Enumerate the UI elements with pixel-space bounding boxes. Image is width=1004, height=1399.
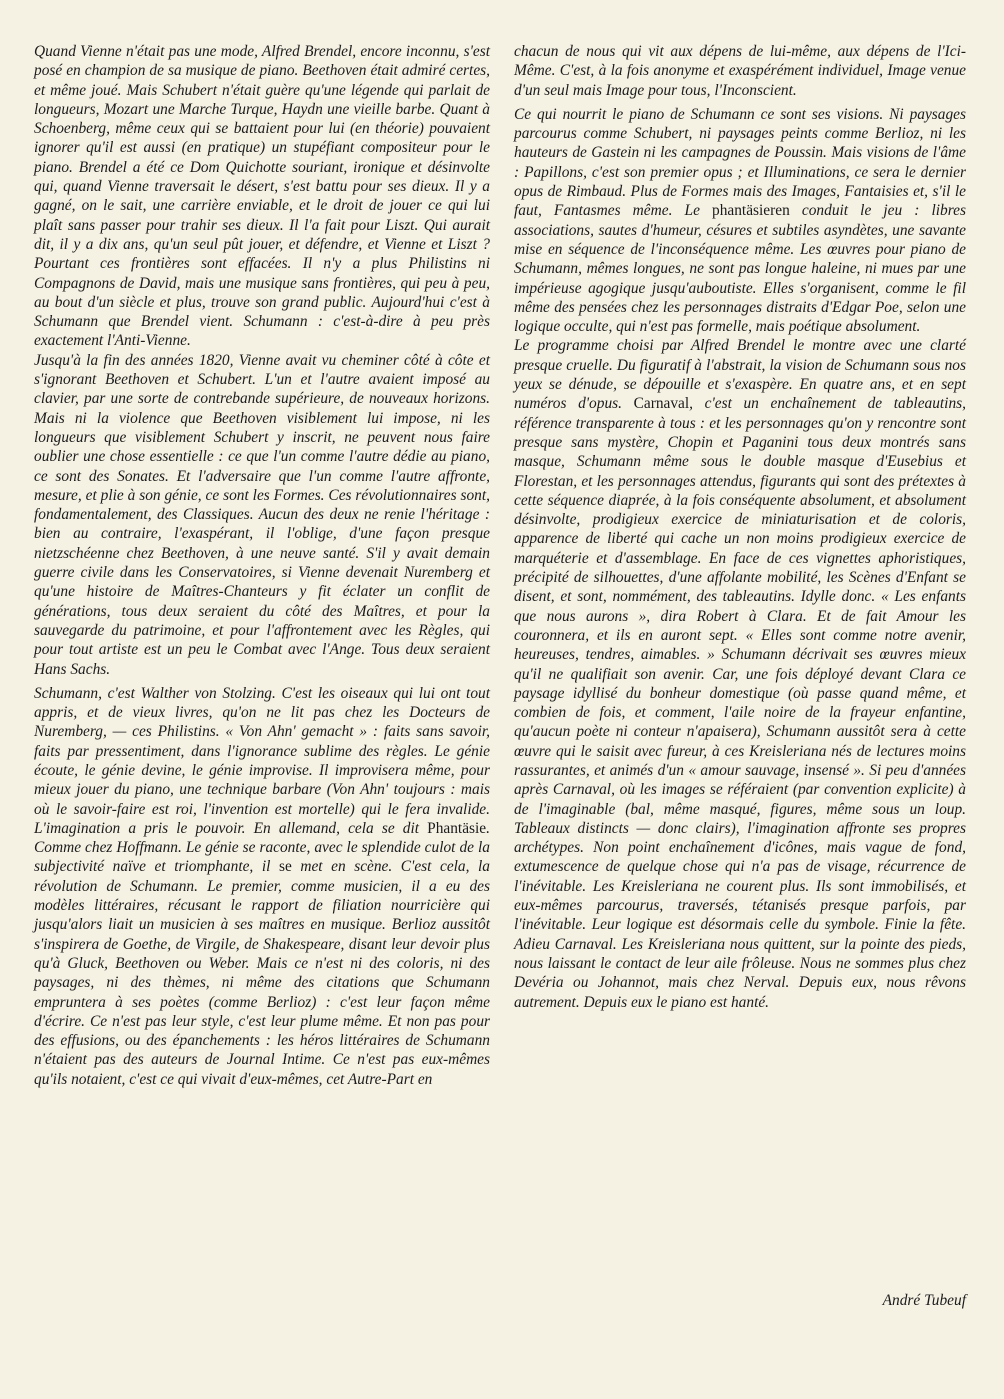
- phantasieren-term: phantäsieren: [712, 202, 790, 220]
- paragraph-text: Le programme choisi par Alfred Brendel le montre avec une clarté presque cruelle. Du figuratif à l'abstrait, la vision de Schumann sous nos yeux se dénude, se dépouille et s'exaspère. En quatre ans, et en sept numéros d'opus.: [514, 337, 966, 413]
- paragraph-text: Ce qui nourrit le piano de Schumann ce sont ses visions. Ni paysages parcourus comme Schubert, ni paysages peints comme Berlioz, ni les hauteurs de Gastein ni les campagnes de Poussin. Mais visions de l'âme : Papillons, c'est son premier opus ; et Illuminations, ce sera le dernier opus de Rimbaud. Plus de Formes mais des Images, Fantaisies et, s'il le faut, Fantasmes même. Le: [514, 105, 966, 220]
- paragraph-programme: [514, 336, 966, 1011]
- paragraph-walther-von-stolzing: [34, 684, 490, 1089]
- carnaval-term: Carnaval: [633, 395, 690, 413]
- paragraph-text: , c'est un enchaînement de tableautins, référence transparente à tous : et les personnages qu'on y rencontre sont presque sans mystère, Chopin et Paganini tous deux montrés sans masque, Schumann même sous le double masque d'Eusebius et Florestan, et les personnages attendus, figurants qui sont des prétextes à cette séquence diaprée, à la fois conséquente absolument, et absolument désinvolte, prodigieux exercice de miniaturisation et de coloris, apparence de liberté qui cache un non moins prodigieux exercice de marquéterie et d'assemblage. En face de ces vignettes aphoristiques, précipité de silhouettes, d'une affolante mobilité, les Scènes d'Enfant se disent, et sont, nommément, des tableautins. Idylle donc. « Les enfants que nous aurons », dira Robert à Clara. Et de fait Amour les couronnera, et ils en auront sept. « Elles sont comme notre avenir, heureuses, tendres, aimables. » Schumann décrivait ses œuvres mieux qu'il ne qualifiait son avenir. Car, une fois déployé devant Clara ce paysage idyllisé du bonheur domestique (où passe quand même, et combien de fois, et comment, l'aile noire de la frayeur enfantine, qu'aucun poète ni conteur n'apaisera), Schumann aussitôt sera à cette œuvre qui le saisit avec fureur, à ces Kreisleriana nés de lectures moins rassurantes, et animés d'un « amour sauvage, insensé ». Si peu d'années après Carnaval, où les images se référaient (par convention explicite) à de l'imaginable (bal, même masqué, figures, même sous un loup. Tableaux distincts — donc clairs), l'imagination affronte ses propres archétypes. Non point enchaînement d'icônes, mais vague de fond, extumescence de quelque chose qui n'a pas de visage, récurrence de l'inévitable. Les Kreisleriana ne courent plus. Ils sont immobilisés, et eux-mêmes parcourus, traversés, tétanisés presque parfois, par l'inévitable. Leur logique est désormais celle du symbole. Finie la fête. Adieu Carnaval. Les Kreisleriana nous quittent, sur la pointe des pieds, nous laissant le contact de leur aile frôleuse. Nous ne sommes plus chez Devéria ou Johannot, mais chez Nerval. Depuis eux, nous rêvons autrement. Depuis eux le piano est hanté.: [514, 395, 966, 1011]
- paragraph-text: met en scène. C'est cela, la révolution de Schumann. Le premier, comme musicien, il a eu des modèles littéraires, récusant le rapport de filiation nourricière qui jusqu'alors liait un musicien à ses maîtres en musique. Berlioz aussitôt s'inspirera de Goethe, de Virgile, de Shakespeare, disant leur devoir plus qu'à Gluck, Beethoven ou Weber. Mais ce n'est ni des coloris, ni des paysages, ni des thèmes, ni même des citations que Schumann empruntera à ses poètes (comme Berlioz) : c'est leur façon même d'écrire. Ce n'est pas leur style, c'est leur plume même. Et non pas pour des effusions, ou des épanchements : les héros littéraires de Schumann n'étaient pas des auteurs de Journal Intime. Ce n'est pas eux-mêmes qu'ils notaient, c'est ce qui vivait d'eux-mêmes, cet Autre-Part en: [34, 858, 490, 1088]
- paragraph-text: conduit le jeu : libres associations, sautes d'humeur, césures et subtiles asyndètes, une savante mise en séquence de l'inconséquence même. Les œuvres pour piano de Schumann, mêmes longues, ne sont pas longue haleine, ni mues par une impérieuse agogique jusqu'auboutiste. Elles s'organisent, comme le fil même des pensées chez les personnages distraits d'Edgar Poe, selon une logique occulte, qui n'est pas formelle, mais poétique absolument.: [514, 202, 966, 336]
- left-column: [34, 42, 490, 1089]
- paragraph-beethoven-schubert: Jusqu'à la fin des années 1820, Vienne avait vu cheminer côté à côte et s'ignorant Beethoven et Schubert. L'un et l'autre avaient imposé au clavier, par une sorte de contrebande supérieure, de nouveaux horizons. Mais ni la violence que Beethoven visiblement lui impose, ni les longueurs que visiblement Schubert y inscrit, ne peuvent nous faire oublier une chose essentielle : ce que l'un comme l'autre dédie au piano, ce sont des Sonates. Et l'adversaire que l'un comme l'autre affronte, mesure, et plie à son génie, ce sont les Formes. Ces révolutionnaires sont, fondamentalement, des Classiques. Aucun des deux ne renie l'héritage : bien au contraire, l'exaspérant, il l'oblige, d'une façon presque nietzschéenne chez Beethoven, à une neuve santé. S'il y avait demain guerre civile dans les Conservatoires, si Vienne devenait Nuremberg et qu'une histoire de Maîtres-Chanteurs y fit éclater un conflit de générations, tous deux seraient du côté des Maîtres, et pour la sauvegarde du patrimoine, et pour l'affrontement avec les Règles, qui pour tout artiste est un peu le Combat avec l'Ange. Tous deux seraient Hans Sachs.: [34, 351, 490, 678]
- paragraph-brendel-vienna: Quand Vienne n'était pas une mode, Alfred Brendel, encore inconnu, s'est posé en champion de sa musique de piano. Beethoven était admiré certes, et même joué. Mais Schubert n'était guère qu'une légende qui parlait de longueurs, Mozart une Marche Turque, Haydn une vieille barbe. Quant à Schoenberg, même ceux qui se battaient pour lui (en théorie) pouvaient ignorer qu'il est aussi (en pratique) un stupéfiant compositeur pour le piano. Brendel a été ce Dom Quichotte souriant, ironique et désinvolte qui, quand Vienne traversait le désert, s'est battu pour ses dieux. Il y a gagné, on le sait, une carrière enviable, et le droit de jouer ce qui lui plaît sans passer pour trahir ses dieux. Il l'a fait pour Liszt. Qui aurait dit, il y a dix ans, qu'un seul pût jouer, et défendre, et Vienne et Liszt ? Pourtant ces frontières sont effacées. Il n'y a plus Philistins ni Compagnons de David, mais une musique sans frontières, qui peu à peu, au bout d'un siècle et plus, trouve son grand public. Aujourd'hui c'est à Schumann que Brendel vient. Schumann : c'est-à-dire à peu près exactement l'Anti-Vienne.: [34, 43, 490, 350]
- paragraph-visions: [514, 105, 966, 337]
- author-signature: André Tubeuf: [882, 1292, 966, 1309]
- paragraph-inconscient: chacun de nous qui vit aux dépens de lui-même, aux dépens de l'Ici-Même. C'est, à la fois anonyme et exaspérément individuel, Image venue d'un seul mais Image pour tous, l'Inconscient.: [514, 43, 966, 99]
- phantasie-term: Phantäsie: [427, 819, 487, 837]
- paragraph-text: . Comme chez Hoffmann. Le génie se raconte, avec le splendide culot de la subjectivité naïve et triomphante, il: [34, 819, 490, 876]
- se-term: se: [278, 858, 292, 876]
- paragraph-text: Schumann, c'est Walther von Stolzing. C'est les oiseaux qui lui ont tout appris, et de vieux livres, qu'on ne lit pas chez les Docteurs de Nuremberg, — ces Philistins. « Von Ahn' gemacht » : faits sans savoir, faits par pressentiment, dans l'ignorance sublime des règles. Le génie écoute, le génie devine, le génie improvise. Il improvisera même, pour mieux jouer du piano, une technique barbare (Von Ahn' toujours : mais où le savoir-faire est roi, l'invention est mortelle) qui le fera invalide. L'imagination a pris le pouvoir. En allemand, cela se dit: [34, 684, 490, 837]
- right-column: [514, 42, 966, 1012]
